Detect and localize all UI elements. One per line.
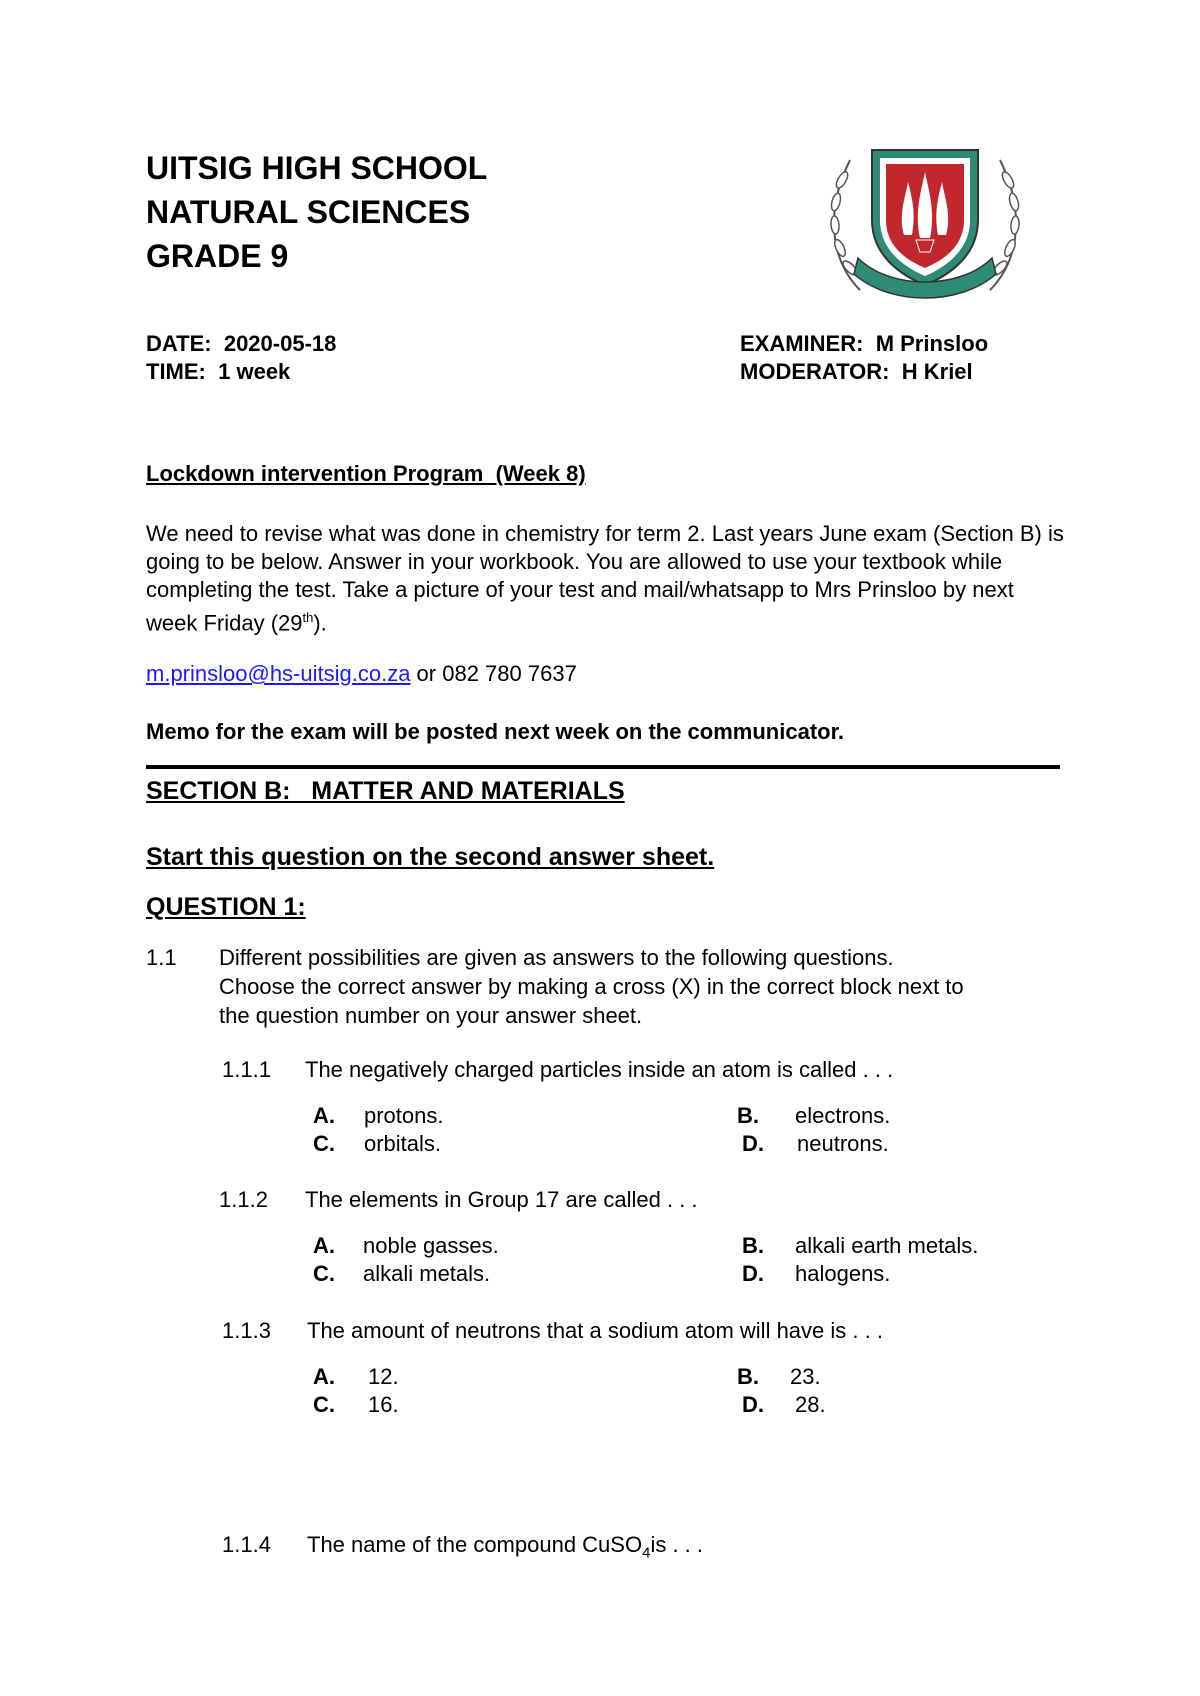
section-title: SECTION B: MATTER AND MATERIALS xyxy=(146,777,625,805)
question-text: The negatively charged particles inside an atom is called . . . xyxy=(305,1057,894,1082)
option-a-text: 12. xyxy=(368,1364,399,1389)
q1-1-line1: Different possibilities are given as answers to the following questions. xyxy=(219,945,894,970)
moderator-value: H Kriel xyxy=(901,359,973,384)
email-link[interactable]: m.prinsloo@hs-uitsig.co.za xyxy=(146,661,411,686)
option-c xyxy=(313,1392,335,1418)
option-b xyxy=(737,1364,759,1390)
option-b-text: alkali earth metals. xyxy=(795,1233,979,1258)
option-letter: D. xyxy=(742,1261,764,1286)
option-letter: D. xyxy=(742,1392,764,1417)
intro-paragraph-sup: th xyxy=(302,610,314,625)
question-text-subscript: 4 xyxy=(642,1544,651,1562)
date-value: 2020-05-18 xyxy=(223,331,337,356)
examiner-label: EXAMINER: xyxy=(740,331,864,356)
option-d xyxy=(742,1261,764,1287)
question-text: The elements in Group 17 are called . . . xyxy=(305,1187,698,1212)
option-b xyxy=(742,1233,764,1259)
memo-note: Memo for the exam will be posted next week on the communicator. xyxy=(146,719,845,744)
option-letter: B. xyxy=(742,1233,764,1258)
section-divider xyxy=(146,765,1060,769)
examiner-value: M Prinsloo xyxy=(875,331,989,356)
examiner-row xyxy=(740,331,988,357)
option-b-text: 23. xyxy=(790,1364,821,1389)
contact-line xyxy=(146,661,577,687)
moderator-row xyxy=(740,359,973,385)
q1-1-line2: Choose the correct answer by making a cross (X) in the correct block next to xyxy=(219,974,964,999)
question-number: 1.1.4 xyxy=(222,1532,271,1557)
option-c xyxy=(313,1131,335,1157)
option-a-text: noble gasses. xyxy=(363,1233,499,1258)
phone-text: or 082 780 7637 xyxy=(410,661,577,686)
option-a xyxy=(313,1103,335,1129)
start-note: Start this question on the second answer sheet. xyxy=(146,843,715,871)
option-a xyxy=(313,1233,335,1259)
school-name: UITSIG HIGH SCHOOL xyxy=(146,150,488,186)
question-text-end: is . . . xyxy=(650,1532,703,1557)
option-letter: B. xyxy=(737,1364,759,1389)
option-c-text: alkali metals. xyxy=(363,1261,491,1286)
moderator-label: MODERATOR: xyxy=(740,359,890,384)
option-d-text: neutrons. xyxy=(797,1131,889,1156)
option-letter: C. xyxy=(313,1131,335,1156)
option-letter: A. xyxy=(313,1103,335,1128)
q1-1-number: 1.1 xyxy=(146,945,177,970)
subject-name: NATURAL SCIENCES xyxy=(146,194,471,230)
option-d-text: 28. xyxy=(795,1392,826,1417)
option-b xyxy=(737,1103,759,1129)
option-letter: C. xyxy=(313,1261,335,1286)
option-letter: C. xyxy=(313,1392,335,1417)
intro-heading: Lockdown intervention Program (Week 8) xyxy=(146,461,586,486)
date-row xyxy=(146,331,336,357)
option-letter: D. xyxy=(742,1131,764,1156)
time-value: 1 week xyxy=(218,359,291,384)
option-c-text: 16. xyxy=(368,1392,399,1417)
school-crest-logo xyxy=(820,140,1030,302)
intro-paragraph-text: We need to revise what was done in chemistry for term 2. Last years June exam (Section B) is going to be below. Answer in your workbook. You are allowed to use your textbook while completing the test. Take a picture of your test and mail/whatsapp to Mrs Prinsloo by next week Friday (29 xyxy=(146,521,1064,636)
option-c xyxy=(313,1261,335,1287)
option-a-text: protons. xyxy=(364,1103,444,1128)
question-text xyxy=(307,1532,703,1561)
option-letter: B. xyxy=(737,1103,759,1128)
option-letter: A. xyxy=(313,1364,335,1389)
time-row xyxy=(146,359,290,385)
option-d-text: halogens. xyxy=(795,1261,891,1286)
intro-paragraph-end: ). xyxy=(313,610,327,636)
question-title: QUESTION 1: xyxy=(146,893,306,921)
q1-1-line3: the question number on your answer sheet. xyxy=(219,1003,643,1028)
question-text: The amount of neutrons that a sodium atom will have is . . . xyxy=(307,1318,883,1343)
date-label: DATE: xyxy=(146,331,212,356)
question-number: 1.1.3 xyxy=(222,1318,271,1343)
option-c-text: orbitals. xyxy=(364,1131,442,1156)
option-letter: A. xyxy=(313,1233,335,1258)
time-label: TIME: xyxy=(146,359,206,384)
option-d xyxy=(742,1131,764,1157)
question-number: 1.1.2 xyxy=(219,1187,268,1212)
grade-label: GRADE 9 xyxy=(146,238,289,274)
question-number: 1.1.1 xyxy=(222,1057,271,1082)
option-a xyxy=(313,1364,335,1390)
intro-paragraph xyxy=(146,520,1066,637)
question-text-start: The name of the compound CuSO xyxy=(307,1532,643,1557)
option-b-text: electrons. xyxy=(795,1103,891,1128)
option-d xyxy=(742,1392,764,1418)
